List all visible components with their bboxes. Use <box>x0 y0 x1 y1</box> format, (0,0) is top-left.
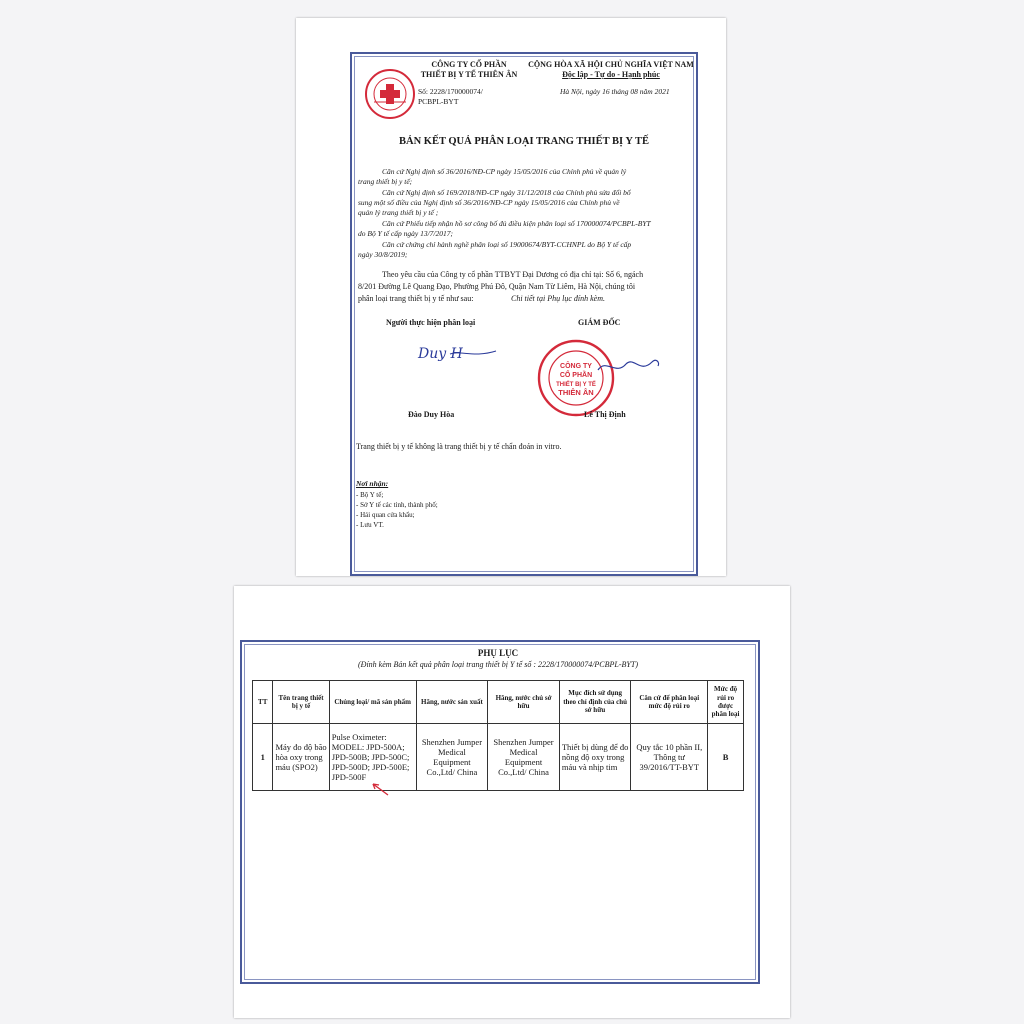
cell-device-name: Máy đo độ bão hòa oxy trong máu (SPO2) <box>273 724 329 791</box>
annex-subtitle: (Đính kèm Bản kết quả phân loại trang thiết bị Y tế số : 2228/170000074/PCBPL-BYT) <box>358 660 638 669</box>
director-signature <box>596 354 662 378</box>
cell-purpose: Thiết bị dùng để đo nồng độ oxy trong máu và nhịp tim <box>559 724 631 791</box>
basis-line: Căn cứ chứng chỉ hành nghề phân loại số 19000674/BYT-CCHNPL do Bộ Y tế cấp <box>382 240 632 249</box>
table-header-row <box>253 681 744 724</box>
classifier-name: Đào Duy Hòa <box>408 410 455 419</box>
director-label: GIÁM ĐỐC <box>578 318 621 327</box>
doc-number-1: Số: 2228/170000074/ <box>418 87 483 96</box>
director-name: Lê Thị Định <box>584 410 626 419</box>
company-logo-seal <box>364 68 416 120</box>
red-arrow-icon <box>370 782 390 796</box>
basis-line: Căn cứ Nghị định số 169/2018/NĐ-CP ngày 31/12/2018 của Chính phủ sửa đổi bổ <box>382 188 631 197</box>
request-tail: Chi tiết tại Phụ lục đính kèm. <box>511 294 605 303</box>
basis-line: trang thiết bị y tế; <box>358 177 413 186</box>
signature-stroke <box>448 348 498 360</box>
cell-model <box>329 724 416 791</box>
col-header-device-name: Tên trang thiết bị y tế <box>273 681 329 724</box>
classifier-label: Người thực hiện phân loại <box>386 318 476 327</box>
col-header-owner: Hãng, nước chủ sở hữu <box>488 681 560 724</box>
cell-manufacturer: Shenzhen Jumper Medical Equipment Co.,Ltd/ China <box>416 724 488 791</box>
cell-risk: B <box>708 724 744 791</box>
annex-frame <box>240 640 760 984</box>
basis-line: Căn cứ Nghị định số 36/2016/NĐ-CP ngày 15/05/2016 của Chính phủ về quản lý <box>382 167 627 176</box>
republic-title: CỘNG HÒA XÃ HỘI CHỦ NGHĨA VIỆT NAM <box>528 60 694 69</box>
classifier-signature: Duy H <box>418 346 463 362</box>
request-line: Theo yêu cầu của Công ty cổ phần TTBYT Đại Dương có địa chỉ tại: Số 6, ngách <box>382 270 644 279</box>
seal-line2: CỔ PHẦN <box>559 372 593 379</box>
seal-line4: THIÊN ÂN <box>558 388 594 397</box>
request-line: phân loại trang thiết bị y tế như sau: <box>358 294 474 303</box>
annex-table <box>252 680 744 791</box>
cell-tt: 1 <box>253 724 273 791</box>
basis-line: Căn cứ Phiếu tiếp nhận hồ sơ công bố đủ điều kiện phân loại số 170000074/PCBPL-BYT <box>382 219 651 228</box>
basis-line: sung một số điều của Nghị định số 36/2016/NĐ-CP ngày 15/05/2016 của Chính phủ về <box>358 198 620 207</box>
col-header-model: Chủng loại/ mã sản phẩm <box>329 681 416 724</box>
decision-page <box>296 18 726 576</box>
annex-page <box>234 586 790 1018</box>
cell-model-text: Pulse Oximeter: MODEL: JPD-500A; JPD-500B; JPD-500C; JPD-500D; JPD-500E; JPD-500F <box>331 731 410 783</box>
col-header-basis: Căn cứ để phân loại mức độ rủi ro <box>631 681 708 724</box>
recipients-label: Nơi nhận: <box>356 479 389 488</box>
recipient-item: - Sở Y tế các tỉnh, thành phố; <box>356 501 438 509</box>
cell-owner: Shenzhen Jumper Medical Equipment Co.,Ltd/ China <box>488 724 560 791</box>
recipient-item: - Bộ Y tế; <box>356 491 384 499</box>
basis-line: ngày 30/8/2019; <box>358 250 408 259</box>
seal-line3: THIẾT BỊ Y TẾ <box>556 382 596 388</box>
basis-line: do Bộ Y tế cấp ngày 13/7/2017; <box>358 229 453 238</box>
decision-frame <box>350 52 698 576</box>
seal-line1: CÔNG TY <box>560 363 592 370</box>
doc-number-2: PCBPL-BYT <box>418 97 459 106</box>
table-row <box>253 724 744 791</box>
recipient-item: - Hải quan cửa khẩu; <box>356 511 415 519</box>
company-name-line1: CÔNG TY CỔ PHẦN <box>431 60 507 69</box>
cell-basis: Quy tắc 10 phần II, Thông tư 39/2016/TT-BYT <box>631 724 708 791</box>
recipient-item: - Lưu VT. <box>356 521 384 529</box>
ivd-note: Trang thiết bị y tế không là trang thiết bị y tế chẩn đoán in vitro. <box>356 442 562 451</box>
basis-line: quản lý trang thiết bị y tế ; <box>358 208 439 217</box>
motto: Độc lập - Tự do - Hạnh phúc <box>562 70 660 79</box>
col-header-manufacturer: Hãng, nước sản xuất <box>416 681 488 724</box>
col-header-risk: Mức độ rủi ro được phân loại <box>708 681 744 724</box>
company-name-line2: THIẾT BỊ Y TẾ THIÊN ÂN <box>420 70 518 79</box>
annex-title: PHỤ LỤC <box>477 648 519 658</box>
document-title: BẢN KẾT QUẢ PHÂN LOẠI TRANG THIẾT BỊ Y TẾ <box>398 136 650 147</box>
col-header-purpose: Mục đích sử dụng theo chỉ định của chủ sở hữu <box>559 681 631 724</box>
col-header-tt: TT <box>253 681 273 724</box>
request-line: 8/201 Đường Lê Quang Đạo, Phường Phú Đô, Quận Nam Từ Liêm, Hà Nội, chúng tôi <box>358 282 636 291</box>
place-date: Hà Nội, ngày 16 tháng 08 năm 2021 <box>560 87 670 96</box>
company-seal <box>536 338 616 418</box>
